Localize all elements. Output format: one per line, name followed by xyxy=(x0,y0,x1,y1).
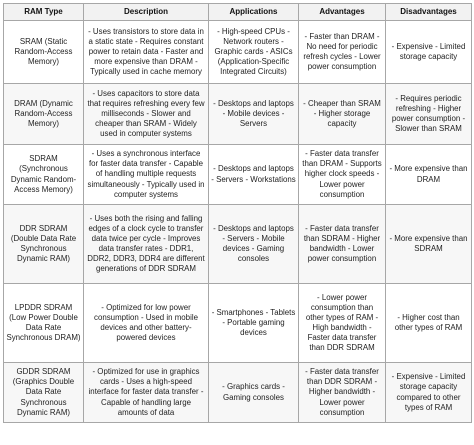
cell-applications: - Graphics cards - Gaming consoles xyxy=(209,363,299,423)
cell-disadvantages: - Expensive - Limited storage capacity compared to other types of RAM xyxy=(386,363,472,423)
cell-applications: - Smartphones - Tablets - Portable gaming devices xyxy=(209,284,299,363)
cell-ram-type: DDR SDRAM (Double Data Rate Synchronous Dynamic RAM) xyxy=(4,205,84,284)
cell-disadvantages: - Expensive - Limited storage capacity xyxy=(386,21,472,84)
cell-ram-type: GDDR SDRAM (Graphics Double Data Rate Synchronous Dynamic RAM) xyxy=(4,363,84,423)
cell-advantages: - Faster than DRAM - No need for periodic refresh cycles - Lower power consumption xyxy=(299,21,386,84)
cell-applications: - Desktops and laptops - Servers - Workstations xyxy=(209,145,299,205)
header-ram-type: RAM Type xyxy=(4,4,84,21)
cell-ram-type: SDRAM (Synchronous Dynamic Random-Access Memory) xyxy=(4,145,84,205)
cell-description: - Optimized for use in graphics cards - Uses a high-speed interface for faster data transfer - Capable of handling large amounts of data xyxy=(84,363,209,423)
cell-ram-type: DRAM (Dynamic Random-Access Memory) xyxy=(4,84,84,145)
cell-applications: - Desktops and laptops - Servers - Mobile devices - Gaming consoles xyxy=(209,205,299,284)
table-row-lpddr-sdram xyxy=(4,284,472,363)
cell-advantages: - Lower power consumption than other types of RAM - High bandwidth - Faster data transfer than DDR SDRAM xyxy=(299,284,386,363)
cell-description: - Optimized for low power consumption - Used in mobile devices and other battery-powered devices xyxy=(84,284,209,363)
ram-types-table xyxy=(3,3,472,423)
cell-applications: - High-speed CPUs - Network routers - Graphic cards - ASICs (Application-Specific Integrated Circuits) xyxy=(209,21,299,84)
table-row-gddr-sdram xyxy=(4,363,472,423)
cell-disadvantages: - Higher cost than other types of RAM xyxy=(386,284,472,363)
table-row-dram xyxy=(4,84,472,145)
header-description: Description xyxy=(84,4,209,21)
table-row-sdram xyxy=(4,145,472,205)
header-row xyxy=(4,4,472,21)
cell-advantages: - Cheaper than SRAM - Higher storage capacity xyxy=(299,84,386,145)
cell-ram-type: LPDDR SDRAM (Low Power Double Data Rate Synchronous DRAM) xyxy=(4,284,84,363)
cell-disadvantages: - Requires periodic refreshing - Higher power consumption - Slower than SRAM xyxy=(386,84,472,145)
cell-description: - Uses both the rising and falling edges of a clock cycle to transfer data twice per cycle - Improves data transfer rates - DDR1, DDR2, DDR3, DDR4 are different generations of DDR SDRAM xyxy=(84,205,209,284)
cell-advantages: - Faster data transfer than DDR SDRAM - Higher bandwidth - Lower power consumption xyxy=(299,363,386,423)
cell-description: - Uses a synchronous interface for faster data transfer - Capable of handling multiple requests simultaneously - Typically used in computer systems xyxy=(84,145,209,205)
cell-description: - Uses capacitors to store data that requires refreshing every few milliseconds - Slower and cheaper than SRAM - Widely used in computer systems xyxy=(84,84,209,145)
cell-applications: - Desktops and laptops - Mobile devices - Servers xyxy=(209,84,299,145)
cell-advantages: - Faster data transfer than DRAM - Supports higher clock speeds - Lower power consumption xyxy=(299,145,386,205)
cell-description: - Uses transistors to store data in a static state - Requires constant power to retain data - Faster and more expensive than DRAM - Typically used in cache memory xyxy=(84,21,209,84)
cell-disadvantages: - More expensive than DRAM xyxy=(386,145,472,205)
header-applications: Applications xyxy=(209,4,299,21)
table-row-ddr-sdram xyxy=(4,205,472,284)
table-row-sram xyxy=(4,21,472,84)
cell-disadvantages: - More expensive than SDRAM xyxy=(386,205,472,284)
header-disadvantages: Disadvantages xyxy=(386,4,472,21)
header-advantages: Advantages xyxy=(299,4,386,21)
cell-ram-type: SRAM (Static Random-Access Memory) xyxy=(4,21,84,84)
cell-advantages: - Faster data transfer than SDRAM - Higher bandwidth - Lower power consumption xyxy=(299,205,386,284)
